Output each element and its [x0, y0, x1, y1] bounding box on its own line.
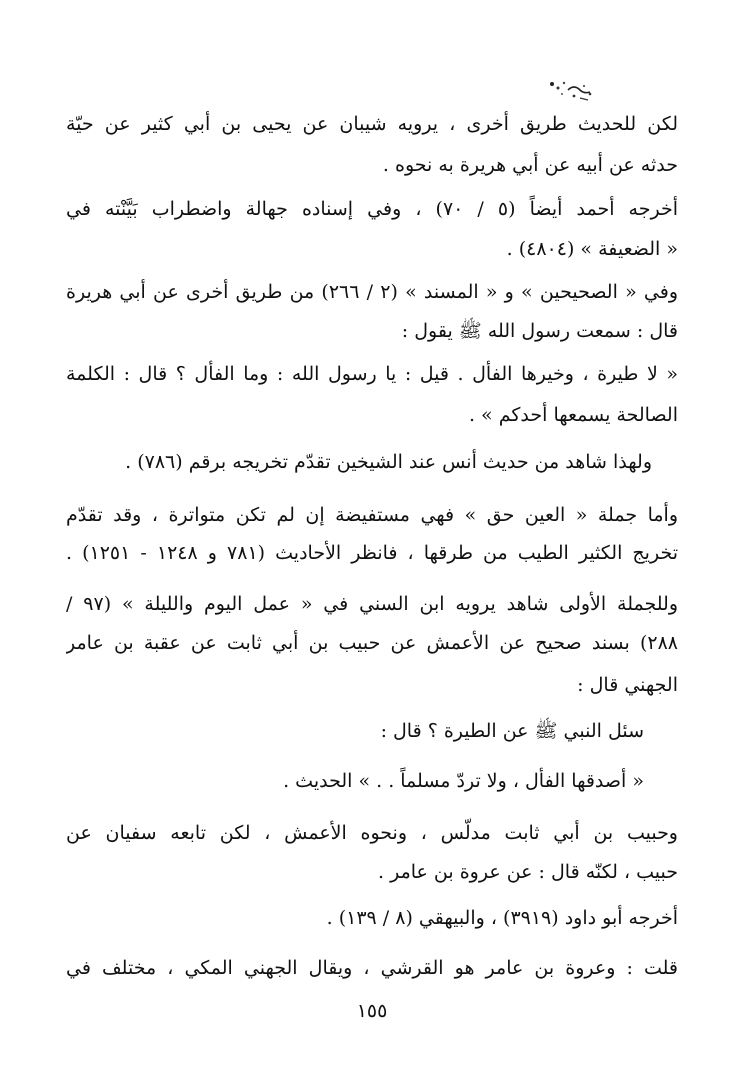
- text-line: لكن للحديث طريق أخرى ، يرويه شيبان عن يحيى بن أبي كثير عن حيّة: [66, 113, 678, 135]
- text-line: الصالحة يسمعها أحدكم » .: [468, 404, 678, 426]
- text-line: ولهذا شاهد من حديث أنس عند الشيخين تقدّم تخريجه برقم (٧٨٦) .: [125, 451, 652, 473]
- page-number: ١٥٥: [356, 1000, 388, 1022]
- text-line: تخريج الكثير الطيب من طرقها ، فانظر الأحاديث (٧٨١ و ١٢٤٨ - ١٢٥١) .: [66, 542, 678, 564]
- text-line: الجهني قال :: [577, 674, 678, 696]
- text-line: « أصدقها الفأل ، ولا تردّ مسلماً . . » الحديث .: [283, 770, 644, 792]
- ink-smudge-mark: [540, 74, 600, 108]
- text-line: أخرجه أبو داود (٣٩١٩) ، والبيهقي (٨ / ١٣٩) .: [326, 907, 678, 929]
- text-line: قلت : وعروة بن عامر هو القرشي ، ويقال الجهني المكي ، مختلف في: [66, 957, 678, 979]
- text-line: حدثه عن أبيه عن أبي هريرة به نحوه .: [382, 154, 678, 176]
- text-line: أخرجه أحمد أيضاً (٥ / ٧٠) ، وفي إسناده جهالة واضطراب بَيَّنْته في: [66, 198, 678, 220]
- text-line: « لا طيرة ، وخيرها الفأل . قيل : يا رسول الله : وما الفأل ؟ قال : الكلمة: [66, 363, 678, 385]
- text-line: قال : سمعت رسول الله ﷺ يقول :: [401, 320, 678, 342]
- text-line: وللجملة الأولى شاهد يرويه ابن السني في « عمل اليوم والليلة » (٩٧ /: [66, 593, 678, 615]
- text-line: وأما جملة « العين حق » فهي مستفيضة إن لم تكن متواترة ، وقد تقدّم: [66, 504, 678, 526]
- text-line: حبيب ، لكنّه قال : عن عروة بن عامر .: [378, 861, 678, 883]
- text-line: وحبيب بن أبي ثابت مدلّس ، ونحوه الأعمش ، لكن تابعه سفيان عن: [66, 822, 678, 844]
- text-line: سئل النبي ﷺ عن الطيرة ؟ قال :: [380, 720, 644, 742]
- text-line: « الضعيفة » (٤٨٠٤) .: [506, 238, 678, 260]
- text-line: وفي « الصحيحين » و « المسند » (٢ / ٢٦٦) من طريق أخرى عن أبي هريرة: [66, 281, 678, 303]
- text-line: ٢٨٨) بسند صحيح عن الأعمش عن حبيب بن أبي ثابت عن عقبة بن عامر: [66, 632, 678, 654]
